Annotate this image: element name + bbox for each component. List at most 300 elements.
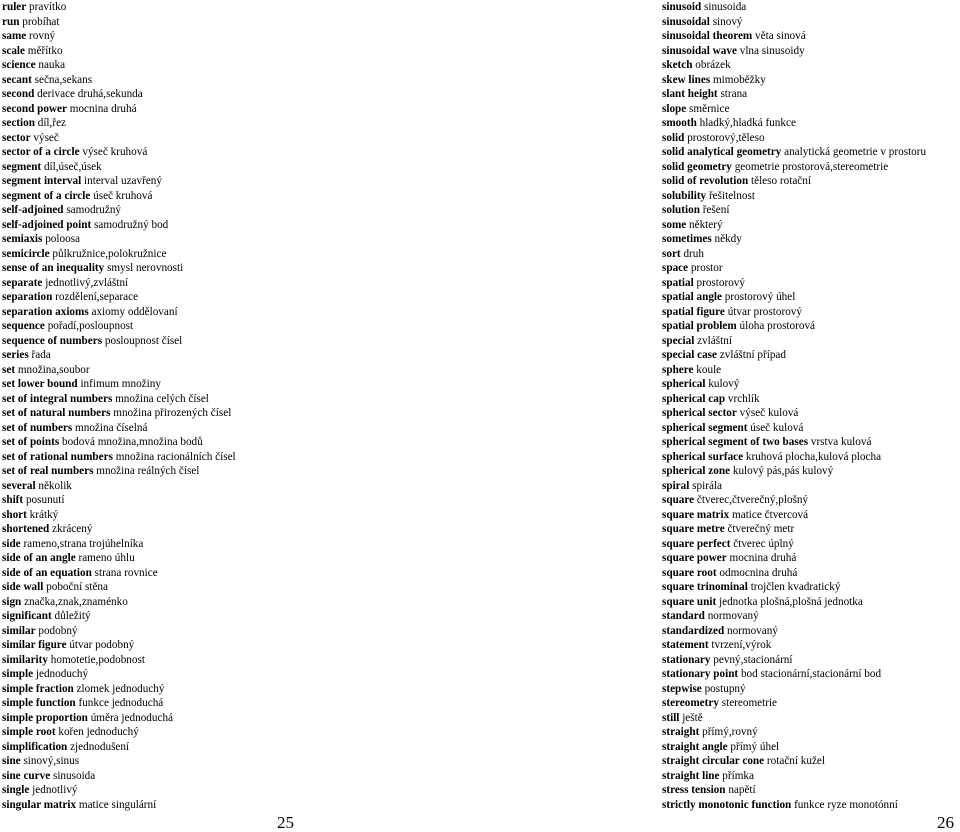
entry-definition: díl,řez [37, 117, 66, 129]
entry-term: straight line [662, 769, 720, 782]
glossary-entry [2, 174, 472, 189]
glossary-entry [662, 551, 960, 566]
entry-definition: několik [38, 479, 72, 492]
entry-term: sometimes [662, 233, 712, 245]
entry-term: spherical segment [662, 421, 748, 434]
glossary-entry [2, 377, 472, 392]
glossary-entry [662, 87, 960, 102]
entry-definition: rozdělení,separace [55, 291, 139, 303]
entry-term: standard [662, 610, 705, 622]
entry-term: solid analytical geometry [662, 146, 782, 158]
entry-definition: řešitelnost [708, 189, 755, 202]
entry-definition: jednotlivý [32, 784, 78, 796]
glossary-entry [662, 73, 960, 88]
glossary-entry [2, 711, 472, 726]
entry-definition: kruhová plocha,kulová plocha [745, 450, 882, 463]
entry-term: solution [662, 204, 700, 216]
glossary-entry [2, 406, 472, 421]
glossary-entry [662, 450, 960, 465]
entry-definition: mimoběžky [712, 73, 766, 86]
glossary-entry [662, 638, 960, 653]
entry-term: spherical zone [662, 465, 731, 477]
glossary-entry [2, 464, 472, 479]
glossary-entry [2, 87, 472, 102]
entry-definition: množina reálných čísel [96, 465, 200, 477]
entry-term: self-adjoined [2, 204, 64, 216]
entry-definition: sečna,sekans [34, 73, 93, 86]
entry-definition: koule [696, 363, 722, 376]
glossary-entry [2, 493, 472, 508]
entry-definition: smysl nerovnosti [107, 262, 184, 274]
entry-definition: čtverec,čtverečný,plošný [696, 494, 809, 506]
entry-definition: některý [689, 218, 723, 231]
entry-term: spherical segment of two bases [662, 436, 809, 448]
glossary-entry [2, 261, 472, 276]
glossary-entry [662, 667, 960, 682]
entry-term: simple [2, 668, 34, 680]
entry-definition: rameno úhlu [78, 552, 135, 564]
glossary-entry [662, 290, 960, 305]
glossary-entry [2, 160, 472, 175]
entry-definition: výseč kruhová [82, 146, 148, 158]
glossary-entry [2, 638, 472, 653]
glossary-entry [662, 102, 960, 117]
entry-definition: věta sinová [755, 30, 806, 42]
entry-definition: čtverec úplný [733, 537, 794, 550]
entry-definition: nauka [38, 59, 66, 71]
glossary-entry [662, 696, 960, 711]
entry-term: sinusoidal wave [662, 44, 737, 57]
glossary-entry [2, 392, 472, 407]
entry-term: square power [662, 552, 727, 564]
entry-definition: geometrie prostorová,stereometrie [734, 160, 889, 173]
entry-term: segment interval [2, 175, 82, 187]
entry-term: spatial angle [662, 291, 722, 303]
glossary-entry [662, 783, 960, 798]
glossary-entry [662, 116, 960, 131]
entry-definition: rotační kužel [766, 755, 826, 767]
glossary-entry [2, 783, 472, 798]
entry-term: spatial [662, 276, 694, 289]
entry-term: spherical surface [662, 450, 744, 463]
page-number-right: 26 [937, 813, 954, 832]
entry-definition: zkrácený [52, 523, 93, 535]
entry-term: spherical cap [662, 392, 726, 405]
entry-definition: poboční stěna [46, 581, 108, 593]
entry-definition: vlna sinusoidy [739, 44, 805, 57]
entry-definition: probíhat [22, 15, 60, 28]
entry-definition: čtverečný metr [727, 523, 795, 535]
entry-definition: matice čtvercová [732, 508, 809, 521]
entry-term: spatial problem [662, 320, 737, 332]
glossary-entry [662, 754, 960, 769]
glossary-entry [2, 667, 472, 682]
glossary-entry [2, 479, 472, 494]
entry-definition: zjednodušení [70, 740, 130, 753]
entry-definition: odmocnina druhá [719, 566, 798, 579]
entry-definition: množina přirozených čísel [113, 407, 232, 419]
glossary-entry [2, 319, 472, 334]
glossary-entry [662, 58, 960, 73]
entry-term: side of an angle [2, 552, 76, 564]
entry-definition: množina racionálních čísel [115, 450, 236, 463]
entry-definition: úměra jednoduchá [90, 711, 174, 724]
entry-term: sketch [662, 59, 693, 71]
glossary-entry [662, 421, 960, 436]
entry-term: scale [2, 44, 25, 57]
entry-definition: interval uzavřený [84, 175, 162, 187]
entry-definition: mocnina druhá [729, 552, 797, 564]
entry-definition: pravítko [29, 1, 67, 13]
glossary-entry [662, 566, 960, 581]
entry-term: sphere [662, 363, 694, 376]
entry-term: simple proportion [2, 711, 88, 724]
entry-definition: jednotlivý,zvláštní [45, 276, 129, 289]
entry-definition: prostor [690, 262, 723, 274]
entry-term: segment [2, 160, 42, 173]
glossary-entry [662, 464, 960, 479]
glossary-entry [662, 392, 960, 407]
glossary-entry [662, 580, 960, 595]
glossary-entry [2, 653, 472, 668]
glossary-entry [2, 754, 472, 769]
entry-definition: půlkružnice,polokružnice [52, 247, 167, 260]
glossary-entry [662, 247, 960, 262]
entry-term: square unit [662, 595, 717, 608]
entry-definition: sinusoida [52, 769, 96, 782]
glossary-entry [662, 348, 960, 363]
glossary-entry [2, 609, 472, 624]
entry-definition: útvar podobný [69, 639, 135, 651]
entry-term: sequence of numbers [2, 334, 103, 347]
entry-definition: přímý,rovný [702, 726, 758, 738]
entry-definition: úseč kruhová [93, 189, 153, 202]
entry-term: skew lines [662, 73, 711, 86]
entry-term: sense of an inequality [2, 262, 105, 274]
entry-term: segment of a circle [2, 189, 91, 202]
entry-definition: množina,soubor [17, 363, 90, 376]
glossary-entry [662, 0, 960, 15]
entry-definition: kulový pás,pás kulový [732, 465, 834, 477]
glossary-entry [662, 377, 960, 392]
glossary-entry [662, 334, 960, 349]
glossary-entry [2, 624, 472, 639]
glossary-entry [2, 145, 472, 160]
glossary-entry [662, 711, 960, 726]
entry-definition: prostorový,těleso [687, 131, 765, 144]
entry-term: shift [2, 494, 24, 506]
entry-definition: zlomek jednoduchý [76, 682, 165, 695]
entry-term: spherical [662, 378, 706, 390]
entry-definition: ještě [682, 711, 703, 724]
glossary-entry [662, 624, 960, 639]
glossary-entry [2, 102, 472, 117]
entry-definition: axiomy oddělovaní [91, 305, 178, 318]
entry-term: strictly monotonic function [662, 798, 792, 811]
entry-definition: strana rovnice [94, 566, 158, 579]
entry-term: similarity [2, 653, 48, 666]
glossary-entry [2, 276, 472, 291]
glossary-entry [2, 450, 472, 465]
entry-term: solid geometry [662, 160, 732, 173]
glossary-entry [662, 15, 960, 30]
entry-definition: rovný [29, 30, 56, 42]
entry-term: separation [2, 291, 53, 303]
glossary-entry [662, 305, 960, 320]
glossary-entry [2, 363, 472, 378]
entry-definition: sinusoida [703, 1, 747, 13]
entry-definition: krátký [29, 508, 59, 521]
entry-term: special case [662, 349, 717, 361]
entry-definition: matice singulární [78, 798, 157, 811]
entry-term: run [2, 15, 20, 28]
entry-definition: sinový,sinus [23, 755, 80, 767]
glossary-entry [662, 508, 960, 523]
entry-term: section [2, 117, 35, 129]
entry-term: statement [662, 639, 709, 651]
entry-definition: výseč kulová [739, 407, 799, 419]
entry-term: square matrix [662, 508, 730, 521]
entry-term: simple root [2, 726, 56, 738]
entry-definition: přímka [722, 769, 754, 782]
entry-definition: někdy [714, 233, 742, 245]
glossary-entry [662, 493, 960, 508]
entry-definition: normovaný [726, 624, 778, 637]
entry-definition: přímý úhel [730, 740, 780, 753]
entry-definition: úloha prostorová [739, 320, 815, 332]
glossary-entry [2, 116, 472, 131]
glossary-entry [2, 73, 472, 88]
glossary-entry [2, 798, 472, 813]
entry-term: secant [2, 73, 32, 86]
glossary-entry [2, 189, 472, 204]
entry-term: ruler [2, 1, 27, 13]
left-column [2, 0, 472, 812]
glossary-entry [2, 290, 472, 305]
entry-definition: infimum množiny [80, 378, 161, 390]
entry-definition: rameno,strana trojúhelníka [23, 537, 144, 550]
glossary-entry [2, 131, 472, 146]
entry-term: stepwise [662, 682, 702, 695]
entry-term: sector of a circle [2, 146, 80, 158]
entry-definition: bodová množina,množina bodů [61, 436, 203, 448]
glossary-entry [2, 580, 472, 595]
glossary-entry [662, 319, 960, 334]
entry-term: similar [2, 624, 36, 637]
entry-term: sequence [2, 320, 45, 332]
entry-term: sinusoid [662, 1, 702, 13]
entry-definition: řada [31, 349, 51, 361]
entry-definition: posunutí [25, 494, 65, 506]
entry-term: spherical sector [662, 407, 737, 419]
entry-term: simple function [2, 697, 76, 709]
entry-definition: výseč [33, 131, 59, 144]
glossary-entry [662, 44, 960, 59]
entry-term: straight angle [662, 740, 728, 753]
entry-definition: tvrzení,výrok [711, 639, 772, 651]
glossary-entry [2, 334, 472, 349]
entry-definition: napětí [728, 784, 756, 796]
entry-term: special [662, 334, 695, 347]
glossary-entry [662, 769, 960, 784]
entry-term: semiaxis [2, 233, 43, 245]
entry-term: slope [662, 102, 687, 115]
entry-term: some [662, 218, 687, 231]
entry-term: square root [662, 566, 717, 579]
entry-definition: útvar prostorový [727, 305, 802, 318]
entry-definition: díl,úseč,úsek [43, 160, 102, 173]
entry-term: second power [2, 102, 67, 115]
entry-definition: měřítko [27, 44, 63, 57]
entry-term: simple fraction [2, 682, 74, 695]
entry-definition: posloupnost čísel [104, 334, 183, 347]
entry-term: straight circular cone [662, 755, 765, 767]
entry-term: solubility [662, 189, 707, 202]
glossary-entry [2, 29, 472, 44]
entry-term: sort [662, 247, 681, 260]
entry-term: set of rational numbers [2, 450, 113, 463]
entry-definition: zvláštní případ [719, 349, 786, 361]
entry-term: still [662, 711, 680, 724]
entry-definition: prostorový [696, 276, 745, 289]
entry-definition: pevný,stacionární [713, 653, 793, 666]
glossary-entry [662, 682, 960, 697]
glossary-entry [662, 363, 960, 378]
glossary-entry [662, 276, 960, 291]
entry-term: side wall [2, 581, 44, 593]
glossary-entry [2, 203, 472, 218]
entry-term: sinusoidal theorem [662, 30, 753, 42]
entry-definition: značka,znak,znaménko [24, 595, 128, 608]
glossary-entry [2, 15, 472, 30]
glossary-entry [2, 769, 472, 784]
entry-definition: množina číselná [75, 421, 148, 434]
glossary-entry [662, 189, 960, 204]
entry-definition: hladký,hladká funkce [699, 117, 796, 129]
entry-term: same [2, 30, 27, 42]
glossary-entry [2, 218, 472, 233]
entry-definition: strana [720, 88, 748, 100]
entry-term: set of real numbers [2, 465, 94, 477]
glossary-entry [662, 725, 960, 740]
entry-definition: homotetie,podobnost [50, 653, 145, 666]
glossary-entry [662, 406, 960, 421]
glossary-entry [2, 522, 472, 537]
entry-definition: funkce ryze monotónní [794, 798, 898, 811]
entry-term: set of points [2, 436, 60, 448]
entry-term: set of integral numbers [2, 392, 113, 405]
entry-definition: spirála [692, 479, 722, 492]
entry-definition: sinový [712, 15, 743, 28]
glossary-entry [2, 740, 472, 755]
glossary-entry [662, 174, 960, 189]
entry-term: separation axioms [2, 305, 89, 318]
entry-definition: úseč kulová [750, 421, 804, 434]
glossary-entry [662, 522, 960, 537]
glossary-entry [2, 58, 472, 73]
glossary-entry [2, 537, 472, 552]
glossary-entry [662, 798, 960, 813]
glossary-entry [2, 725, 472, 740]
glossary-entry [662, 218, 960, 233]
glossary-entry [662, 479, 960, 494]
entry-definition: stereometrie [721, 697, 778, 709]
entry-term: smooth [662, 117, 697, 129]
entry-definition: analytická geometrie v prostoru [784, 146, 927, 158]
entry-definition: těleso rotační [751, 175, 811, 187]
glossary-entry [2, 696, 472, 711]
entry-term: square metre [662, 523, 725, 535]
entry-definition: jednotka plošná,plošná jednotka [719, 595, 863, 608]
entry-term: shortened [2, 523, 50, 535]
entry-term: sinusoidal [662, 15, 710, 28]
entry-term: sector [2, 131, 31, 144]
entry-term: set of numbers [2, 421, 73, 434]
entry-definition: trojčlen kvadratický [750, 581, 841, 593]
entry-definition: bod stacionární,stacionární bod [740, 668, 882, 680]
entry-term: simplification [2, 740, 68, 753]
entry-term: separate [2, 276, 43, 289]
entry-term: side of an equation [2, 566, 92, 579]
entry-definition: poloosa [45, 233, 81, 245]
glossary-entry [662, 609, 960, 624]
entry-definition: vrstva kulová [810, 436, 872, 448]
entry-term: short [2, 508, 27, 521]
entry-term: sine [2, 755, 21, 767]
entry-definition: podobný [38, 624, 78, 637]
entry-definition: normovaný [707, 610, 759, 622]
entry-term: sine curve [2, 769, 51, 782]
glossary-entry [2, 595, 472, 610]
entry-term: stereometry [662, 697, 719, 709]
glossary-entry [662, 131, 960, 146]
entry-definition: vrchlík [727, 392, 760, 405]
entry-term: series [2, 349, 29, 361]
glossary-entry [2, 0, 472, 15]
entry-definition: kulový [708, 378, 740, 390]
entry-term: spiral [662, 479, 690, 492]
entry-term: solid [662, 131, 685, 144]
glossary-entry [662, 232, 960, 247]
glossary-entry [662, 595, 960, 610]
glossary-entry [2, 305, 472, 320]
glossary-entry [662, 435, 960, 450]
entry-term: square trinominal [662, 581, 748, 593]
entry-term: semicircle [2, 247, 50, 260]
entry-term: single [2, 784, 30, 796]
glossary-entry [2, 566, 472, 581]
entry-definition: mocnina druhá [69, 102, 137, 115]
entry-definition: derivace druhá,sekunda [37, 88, 143, 100]
glossary-entry [662, 29, 960, 44]
entry-term: stationary point [662, 668, 739, 680]
entry-term: set [2, 363, 16, 376]
glossary-entry [662, 145, 960, 160]
glossary-entry [662, 740, 960, 755]
glossary-entry [2, 421, 472, 436]
entry-term: sign [2, 595, 22, 608]
entry-term: spatial figure [662, 305, 725, 318]
entry-term: space [662, 262, 689, 274]
glossary-entry [2, 232, 472, 247]
entry-term: stress tension [662, 784, 726, 796]
entry-term: significant [2, 610, 52, 622]
entry-term: second [2, 88, 35, 100]
entry-definition: kořen jednoduchý [58, 726, 139, 738]
entry-definition: množina celých čísel [115, 392, 209, 405]
entry-term: stationary [662, 653, 711, 666]
entry-term: square perfect [662, 537, 731, 550]
